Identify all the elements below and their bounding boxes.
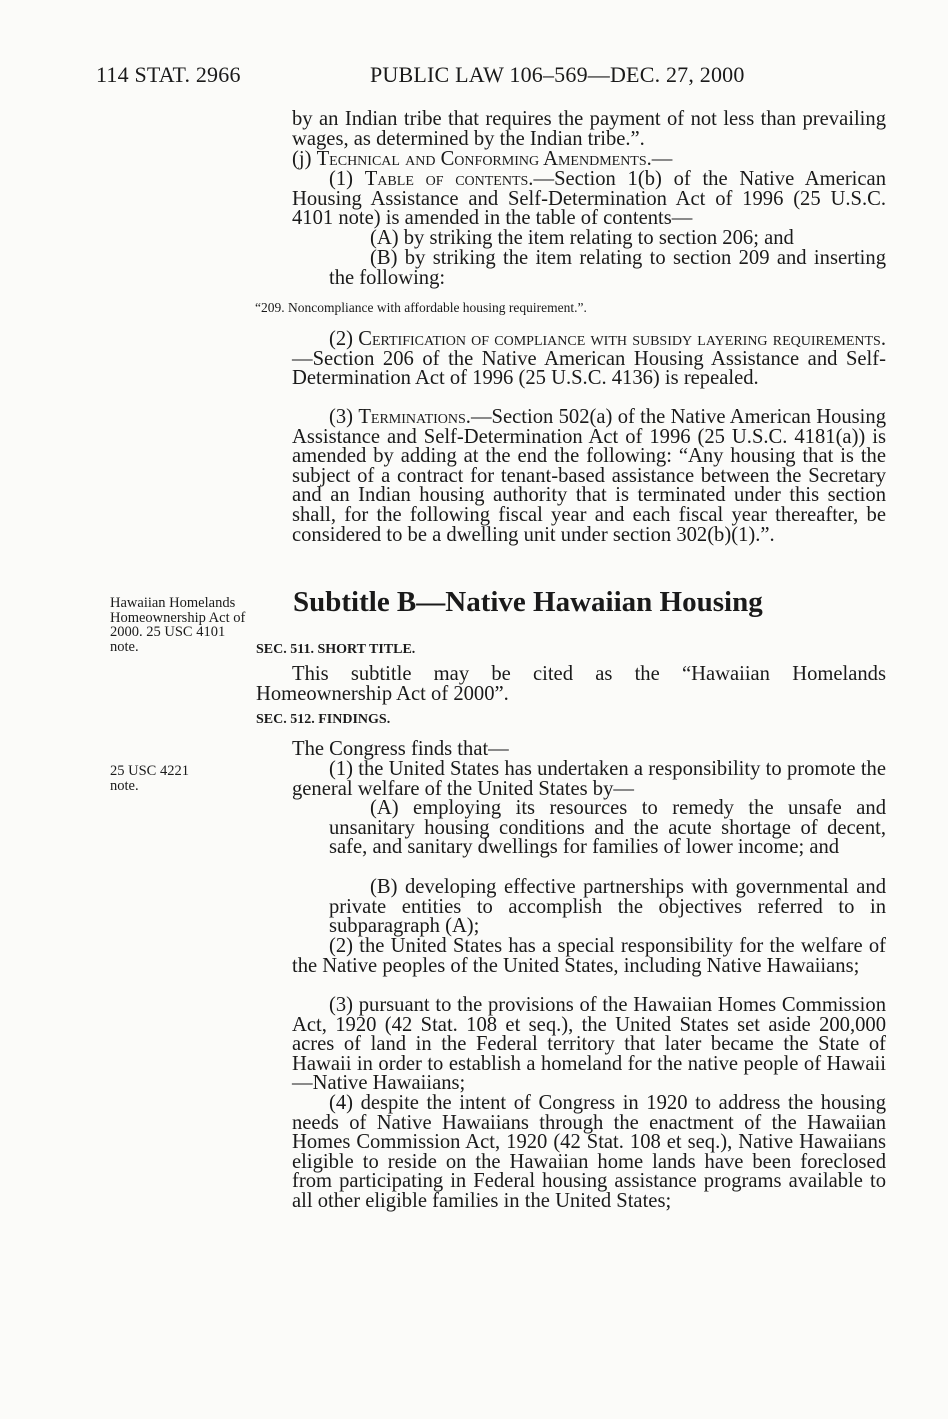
finding-1: (1) the United States has undertaken a responsibility to promote the general welfare of the United States by—	[292, 758, 886, 800]
section-512-intro: The Congress finds that—	[292, 738, 509, 760]
finding-2: (2) the United States has a special responsibility for the welfare of the Native peoples of the United States, including Native Hawaiians;	[292, 935, 886, 977]
section-511-heading: SEC. 511. SHORT TITLE.	[256, 642, 416, 657]
paragraph-j1-text: —Section 1(b) of the Native American Housing Assistance and Self-Determination Act of 1996 (25 U.S.C. 4101 note) is amended in the table of contents—	[292, 168, 886, 230]
paragraph-j3-number: (3)	[329, 406, 354, 428]
margin-note-findings: 25 USC 4221 note.	[110, 763, 189, 794]
paragraph-j2-number: (2)	[329, 328, 354, 350]
paragraph-j1-heading: Table of contents.	[364, 168, 534, 190]
paragraph-j1-number: (1)	[329, 168, 354, 190]
finding-3: (3) pursuant to the provisions of the Hawaiian Homes Commission Act, 1920 (42 Stat. 108 et seq.), the United States set aside 200,000 acres of land in the Federal territory that later became the State of Hawaii in order to establish a homeland for the native people of Hawaii—Native Hawaiians;	[292, 994, 886, 1095]
paragraph-j2-text: —Section 206 of the Native American Housing Assistance and Self-Determination Act of 1996 (25 U.S.C. 4136) is repealed.	[292, 347, 886, 390]
paragraph-j2	[292, 330, 886, 389]
finding-4: (4) despite the intent of Congress in 1920 to address the housing needs of Native Hawaiians through the enactment of the Hawaiian Homes Commission Act, 1920 (42 Stat. 108 et seq.), Native Hawaiians eligible to reside on the Hawaiian home lands have been foreclosed from participating in Federal housing assistance programs available to all other eligible families in the United States;	[292, 1092, 886, 1212]
running-head: PUBLIC LAW 106–569—DEC. 27, 2000	[370, 62, 745, 87]
paragraph-j3-heading: Terminations.	[358, 406, 471, 428]
paragraph-j3	[292, 408, 886, 545]
subsection-j-number: (j)	[292, 148, 312, 170]
section-512-heading: SEC. 512. FINDINGS.	[256, 712, 391, 727]
finding-1-a: (A) employing its resources to remedy the unsafe and unsanitary housing conditions and the acute shortage of decent, safe, and sanitary dwellings for families of lower income; and	[329, 797, 886, 859]
subtitle-heading: Subtitle B—Native Hawaiian Housing	[293, 586, 763, 618]
paragraph-continuation: by an Indian tribe that requires the payment of not less than prevailing wages, as determined by the Indian tribe.”.	[292, 108, 886, 150]
paragraph-j3-text: —Section 502(a) of the Native American Housing Assistance and Self-Determination Act of 1996 (25 U.S.C. 4181(a)) is amended by adding at the end the following: “Any housing that is the subject of a contract for tenant-based assistance between the Secretary and an Indian housing authority that is terminated under this section shall, for the following fiscal year and each fiscal year thereafter, be considered to be a dwelling unit under section 302(b)(1).”.	[292, 406, 886, 546]
subparagraph-b: (B) by striking the item relating to section 209 and inserting the following:	[329, 247, 886, 289]
subparagraph-a: (A) by striking the item relating to section 206; and	[370, 227, 794, 249]
table-of-contents-item: “209. Noncompliance with affordable housing requirement.”.	[255, 300, 587, 315]
paragraph-j1	[292, 170, 886, 229]
subsection-j	[292, 150, 886, 170]
section-511-text: This subtitle may be cited as the “Hawaiian Homelands Homeownership Act of 2000”.	[256, 663, 886, 705]
paragraph-j2-heading: Certification of compliance with subsidy layering requirements.	[358, 328, 886, 350]
subsection-j-heading: Technical and Conforming Amendments.—	[316, 148, 673, 170]
finding-1-b: (B) developing effective partnerships with governmental and private entities to accomplish the objectives referred to in subparagraph (A);	[329, 876, 886, 938]
page-number: 114 STAT. 2966	[96, 62, 241, 87]
margin-note-short-title: Hawaiian Homelands Homeownership Act of 2000. 25 USC 4101 note.	[110, 595, 246, 655]
